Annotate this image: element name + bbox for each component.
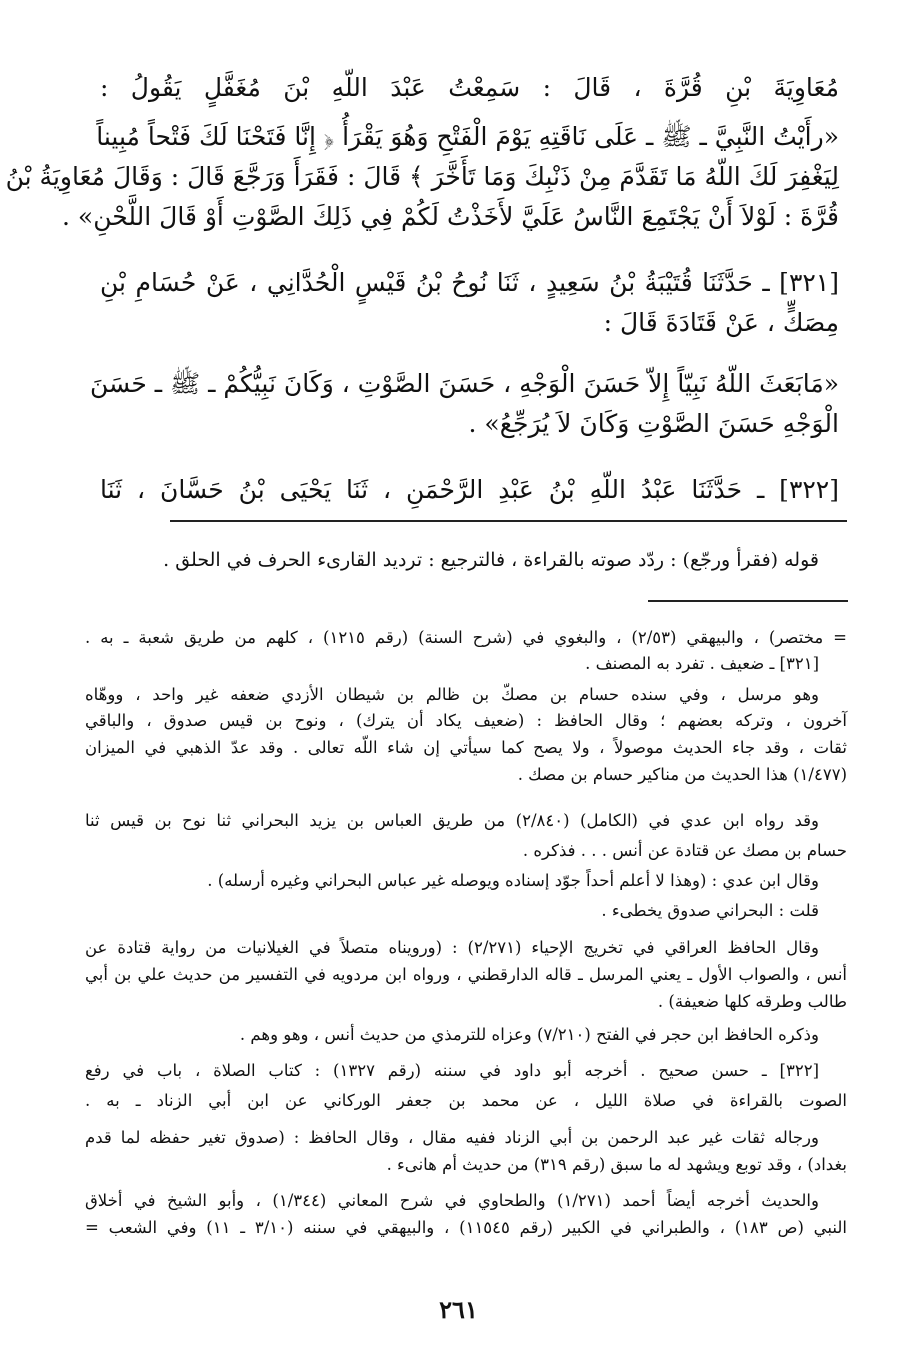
- footnote-line: وقد رواه ابن عدي في (الكامل) (٢/٨٤٠) من طريق العباس بن يزيد البحراني ثنا نوح بن قيس ثنا: [85, 811, 819, 830]
- main-text-line: مُعَاوِيَةَ بْنِ قُرَّةَ ، قَالَ : سَمِعْتُ عَبْدَ اللّهِ بْنَ مُغَفَّلٍ يَقُولُ :: [100, 73, 839, 102]
- main-text-line: «مَابَعَثَ اللّهُ نَبِيّاً إِلاّ حَسَنَ الْوَجْهِ ، حَسَنَ الصَّوْتِ ، وَكَانَ نَبِيُّكُمْ ـ ﷺ ـ حَسَنَ: [90, 369, 839, 398]
- footnote-line: الصوت بالقراءة في صلاة الليل ، عن محمد بن جعفر الوركاني عن ابن أبي الزناد ـ به .: [85, 1091, 847, 1110]
- footnote-line: النبي (ص ١٨٣) ، والطبراني في الكبير (رقم ١١٥٤٥) ، والبيهقي في سننه (٣/١٠ ـ ١١) وفي الشعب =: [85, 1218, 847, 1237]
- footnote-line: ورجاله ثقات غير عبد الرحمن بن أبي الزناد ففيه مقال ، وقال الحافظ : (صدوق تغير حفظه لما قدم: [85, 1128, 819, 1147]
- footnote-line: ثقات ، وقد جاء الحديث موصولاً ، ولا يصح كما سيأتي إن شاء اللّه تعالى . وقد عدّ الذهبي في الميزان: [85, 738, 847, 757]
- footnote-line: وذكره الحافظ ابن حجر في الفتح (٧/٢١٠) وعزاه للترمذي من حديث أنس ، وهو وهم .: [239, 1025, 819, 1044]
- main-text-line: «رأَيْتُ النَّبِيَّ ـ ﷺ ـ عَلَى نَاقَتِهِ يَوْمَ الْفَتْحِ وَهُوَ يَقْرَأُ ﴿ إِنَّا فَتَحْنَا لَكَ فَتْحاً مُبِيناً: [96, 122, 839, 151]
- footnote-line: بغداد) ، وقد توبع ويشهد له ما سبق (رقم ٣١٩) من حديث أم هانىء .: [386, 1155, 847, 1174]
- gloss-note: قوله (فقرأ ورجّع) : ردّد صوته بالقراءة ، فالترجيع : ترديد القارىء الحرف في الحلق .: [163, 549, 819, 571]
- main-text-line: لِيَغْفِرَ لَكَ اللّهُ مَا تَقَدَّمَ مِنْ ذَنْبِكَ وَمَا تَأَخَّرَ ﴾ قَالَ : فَقَرَأَ وَرَجَّعَ قَالَ : وَقَالَ مُعَاوِيَةُ بْنُ: [5, 162, 839, 191]
- main-text-line: مِصَكٍّ ، عَنْ قَتَادَةَ قَالَ :: [603, 308, 839, 337]
- main-text-line: قُرَّةَ : لَوْلاَ أَنْ يَجْتَمِعَ النَّاسُ عَلَيَّ لأَخَذْتُ لَكُمْ فِي ذَلِكَ الصَّوْتِ أَوْ قَالَ اللَّحْنِ» .: [62, 202, 839, 231]
- hadith-322-takhrij: [٣٢٢] ـ حسن صحيح . أخرجه أبو داود في سننه (رقم ١٣٢٧) : كتاب الصلاة ، باب في رفع: [85, 1061, 819, 1080]
- footnote-line: وهو مرسل ، وفي سنده حسام بن مصكّ بن ظالم بن شيطان الأزدي ضعفه غير واحد ، ووهّاه: [85, 685, 819, 704]
- footnote-line: طالب وطرقه كلها ضعيفة) .: [657, 992, 847, 1011]
- footnote-line: وقال ابن عدي : (وهذا لا أعلم أحداً جوّد إسناده ويوصله غير عباس البحراني وغيره أرسله) .: [207, 871, 819, 890]
- gloss-divider: [170, 520, 847, 522]
- footnote-line: آخرون ، وتركه بعضهم ؛ وقال الحافظ : (ضعيف يكاد أن يترك) ، ونوح بن قيس صدوق ، والباقي: [85, 711, 847, 730]
- hadith-322-line: [٣٢٢] ـ حَدَّثَنَا عَبْدُ اللّهِ بْنُ عَبْدِ الرَّحْمَنِ ، ثَنَا يَحْيَى بْنُ حَسَّانَ ، ثَنَا: [100, 475, 839, 504]
- footnote-line: = مختصر) ، والبيهقي (٢/٥٣) ، والبغوي في (شرح السنة) (رقم ١٢١٥) ، كلهم من طريق شعبة ـ به .: [85, 628, 847, 647]
- main-text-line: الْوَجْهِ حَسَنَ الصَّوْتِ وَكَانَ لاَ يُرَجِّعُ» .: [468, 409, 839, 438]
- footnote-line: أنس ، والصواب الأول ـ يعني المرسل ـ قاله الدارقطني ، ورواه ابن مردويه في التفسير من حديث علي بن أبي: [85, 965, 847, 984]
- footnote-line: وقال الحافظ العراقي في تخريج الإحياء (٢/٢٧١) : (ورويناه متصلاً في الغيلانيات من رواية قتادة عن: [85, 938, 819, 957]
- hadith-321-line: [٣٢١] ـ حَدَّثَنَا قُتَيْبَةُ بْنُ سَعِيدٍ ، ثَنَا نُوحُ بْنُ قَيْسٍ الْحُدَّانِي ، عَنْ حُسَامِ بْنِ: [100, 268, 839, 297]
- page-number: ٢٦١: [439, 1295, 478, 1324]
- footnote-line: قلت : البحراني صدوق يخطىء .: [601, 901, 819, 920]
- footnote-line: [٣٢١] ـ ضعيف . تفرد به المصنف .: [585, 654, 819, 673]
- footnote-line: حسام بن مصك عن قتادة عن أنس . . . فذكره .: [522, 841, 847, 860]
- footnote-line: والحديث أخرجه أيضاً أحمد (١/٢٧١) والطحاوي في شرح المعاني (١/٣٤٤) ، وأبو الشيخ في أخلاق: [85, 1191, 819, 1210]
- footnote-divider: [648, 600, 848, 602]
- footnote-line: (١/٤٧٧) هذا الحديث من مناكير حسام بن مصك .: [517, 765, 847, 784]
